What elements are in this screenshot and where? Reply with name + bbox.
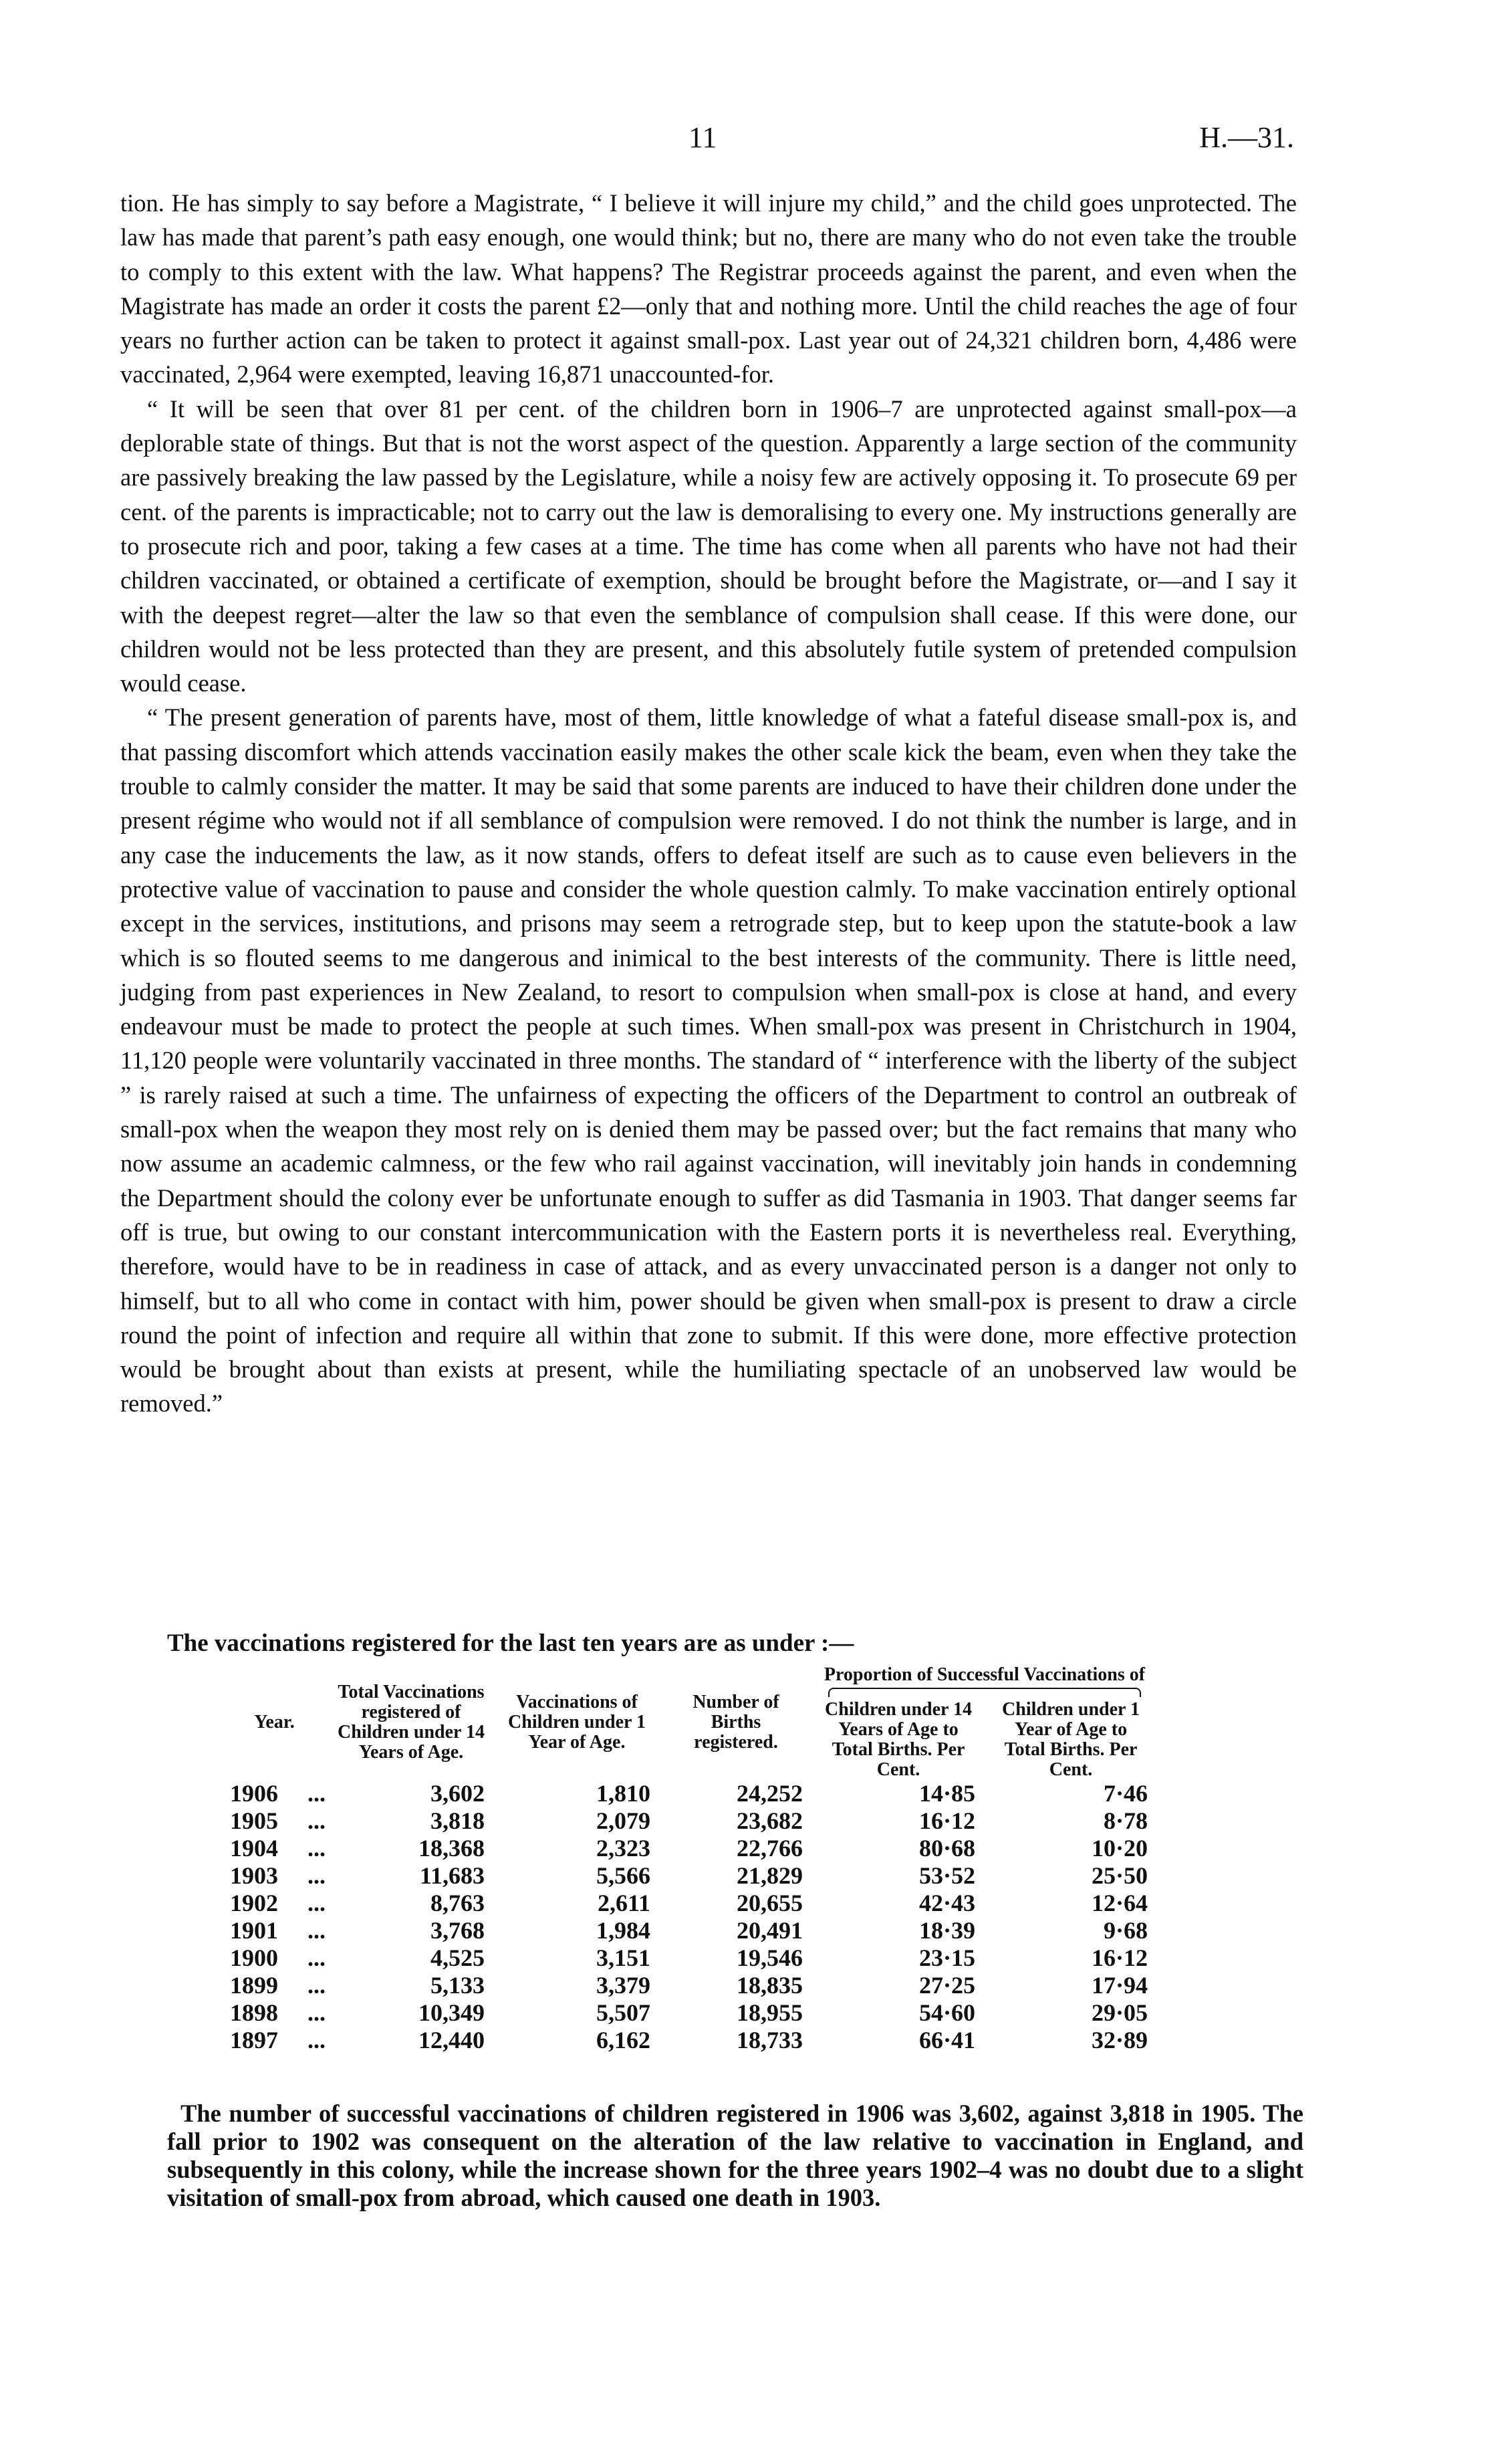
- cell-total: 4,525: [430, 1944, 485, 1971]
- cell-year: 1899: [230, 1972, 278, 1999]
- leader-dots: ...: [307, 1862, 326, 1889]
- header-pct1: Children under 1 Year of Age to Total Births. Per Cent.: [1002, 1699, 1140, 1780]
- cell-pct14: 54·60: [918, 1999, 975, 2026]
- header-year: Year.: [254, 1712, 295, 1732]
- table-row: [221, 1807, 1157, 1835]
- document-reference: H.—31.: [1199, 121, 1294, 154]
- cell-under1: 2,611: [597, 1890, 650, 1916]
- table-row: [221, 2027, 1157, 2054]
- cell-births: 18,733: [737, 2027, 803, 2053]
- cell-pct14: 66·41: [918, 2027, 975, 2053]
- cell-year: 1906: [230, 1780, 278, 1807]
- cell-year: 1898: [230, 1999, 278, 2026]
- cell-total: 3,602: [430, 1780, 485, 1807]
- cell-total: 5,133: [430, 1972, 485, 1999]
- cell-pct14: 14·85: [918, 1780, 975, 1807]
- header-births: Number of Births registered.: [693, 1692, 779, 1753]
- paragraph: “ The present generation of parents have, most of them, little knowledge of what a fateful disease small-pox is, and that passing discomfort which attends vaccination easily makes the other scale kick the beam, even when they take the trouble to calmly consider the matter. It may be said that some parents are induced to have their children done under the present régime who would not if all semblance of compulsion were removed. I do not think the number is large, and in any case the inducements the law, as it now stands, offers to defeat itself are such as to cause even believers in the protective value of vaccination to pause and consider the whole question calmly. To make vaccination entirely optional except in the services, institutions, and prisons may seem a retrograde step, but to keep upon the statute-book a law which is so flouted seems to me dangerous and inimical to the best interests of the community. There is little need, judging from past experiences in New Zealand, to resort to compulsion when small-pox is close at hand, and every endeavour must be made to protect the people at such times. When small-pox was present in Christchurch in 1904, 11,120 people were voluntarily vaccinated in three months. The standard of “ interference with the liberty of the subject ” is rarely raised at such a time. The unfairness of expecting the officers of the Department to control an outbreak of small-pox when the weapon they most rely on is denied them may be passed over; but the fact remains that many who now assume an academic calmness, or the few who rail against vaccination, will inevitably join hands in condemning the Department should the colony ever be unfortunate enough to suffer as did Tasmania in 1903. That danger seems far off is true, but owing to our constant intercommunication with the Eastern ports it is nevertheless real. Everything, therefore, would have to be in readiness in case of attack, and as every unvaccinated person is a danger not only to himself, but to all who come in contact with him, power should be given when small-pox is present to draw a circle round the point of infection and require all within that zone to submit. If this were done, more effective protection would be brought about than exists at present, while the humiliating spectacle of an unobserved law would be removed.”: [120, 703, 1297, 1418]
- cell-pct1: 17·94: [1091, 1972, 1148, 1999]
- cell-births: 20,655: [737, 1890, 803, 1916]
- leader-dots: ...: [307, 2027, 326, 2053]
- cell-pct1: 9·68: [1103, 1917, 1148, 1944]
- cell-pct1: 16·12: [1091, 1944, 1148, 1971]
- page-number: 11: [688, 121, 717, 154]
- closing-text: The number of successful vaccinations of children registered in 1906 was 3,602, against 3,818 in 1905. The fall prior to 1902 was consequent on the alteration of the law relative to vaccination in England, and subsequently in this colony, while the increase shown for the three years 1902–4 was no doubt due to a slight visitation of small-pox from abroad, which caused one death in 1903.: [167, 2100, 1303, 2211]
- cell-under1: 5,566: [596, 1862, 650, 1889]
- cell-pct1: 29·05: [1091, 1999, 1148, 2026]
- table-row: [221, 1999, 1157, 2027]
- cell-total: 8,763: [430, 1890, 485, 1916]
- paragraph: “ It will be seen that over 81 per cent. of the children born in 1906–7 are unprotected against small-pox—a deplorable state of things. But that is not the worst aspect of the question. Apparently a large section of the community are passively breaking the law passed by the Legislature, while a noisy few are actively opposing it. To prosecute 69 per cent. of the parents is impracticable; not to carry out the law is demoralising to every one. My instructions generally are to prosecute rich and poor, taking a few cases at a time. The time has come when all parents who have not had their children vaccinated, or obtained a certificate of exemption, should be brought before the Magistrate, or—and I say it with the deepest regret—alter the law so that even the semblance of compulsion shall cease. If this were done, our children would not be less protected than they are present, and this absolutely futile system of pretended compulsion would cease.: [120, 395, 1297, 697]
- vaccinations-table: [221, 1665, 1157, 2054]
- cell-under1: 2,323: [596, 1835, 650, 1862]
- leader-dots: ...: [307, 1917, 326, 1944]
- cell-births: 24,252: [737, 1780, 803, 1807]
- cell-under1: 1,810: [596, 1780, 650, 1807]
- cell-births: 19,546: [737, 1944, 803, 1971]
- header-pct14: Children under 14 Years of Age to Total Births. Per Cent.: [825, 1699, 972, 1780]
- cell-births: 22,766: [737, 1835, 803, 1862]
- cell-pct1: 12·64: [1091, 1890, 1148, 1916]
- leader-dots: ...: [307, 1972, 326, 1999]
- cell-pct14: 27·25: [918, 1972, 975, 1999]
- cell-pct14: 16·12: [918, 1807, 975, 1834]
- cell-pct14: 53·52: [918, 1862, 975, 1889]
- cell-births: 23,682: [737, 1807, 803, 1834]
- cell-under1: 2,079: [596, 1807, 650, 1834]
- leader-dots: ...: [307, 1890, 326, 1916]
- cell-total: 3,818: [430, 1807, 485, 1834]
- cell-under1: 5,507: [596, 1999, 650, 2026]
- cell-total: 12,440: [418, 2027, 485, 2053]
- header-proportion: [812, 1665, 1157, 1700]
- cell-births: 18,955: [737, 1999, 803, 2026]
- cell-year: 1900: [230, 1944, 278, 1971]
- cell-pct14: 23·15: [918, 1944, 975, 1971]
- body-text: [120, 186, 1297, 1421]
- cell-year: 1897: [230, 2027, 278, 2053]
- proportion-label: Proportion of Successful Vaccinations of: [824, 1664, 1146, 1685]
- cell-under1: 3,379: [596, 1972, 650, 1999]
- table-row: [221, 1890, 1157, 1917]
- cell-year: 1902: [230, 1890, 278, 1916]
- cell-pct1: 8·78: [1103, 1807, 1148, 1834]
- cell-under1: 1,984: [596, 1917, 650, 1944]
- table-row: [221, 1835, 1157, 1862]
- leader-dots: ...: [307, 1835, 326, 1862]
- cell-year: 1905: [230, 1807, 278, 1834]
- cell-pct14: 80·68: [918, 1835, 975, 1862]
- leader-dots: ...: [307, 1780, 326, 1807]
- cell-year: 1901: [230, 1917, 278, 1944]
- table-row: [221, 1972, 1157, 1999]
- cell-pct14: 42·43: [918, 1890, 975, 1916]
- cell-total: 18,368: [418, 1835, 485, 1862]
- cell-pct1: 10·20: [1091, 1835, 1148, 1862]
- leader-dots: ...: [307, 1944, 326, 1971]
- table-row: [221, 1944, 1157, 1972]
- closing-paragraph: [167, 2100, 1303, 2212]
- table-row: [221, 1917, 1157, 1944]
- table-row: [221, 1862, 1157, 1890]
- cell-pct1: 25·50: [1091, 1862, 1148, 1889]
- cell-year: 1903: [230, 1862, 278, 1889]
- table-intro: The vaccinations registered for the last ten years are as under :—: [167, 1630, 854, 1657]
- cell-births: 21,829: [737, 1862, 803, 1889]
- cell-under1: 6,162: [596, 2027, 650, 2053]
- cell-pct1: 32·89: [1091, 2027, 1148, 2053]
- header-total: Total Vaccinations registered of Children under 14 Years of Age.: [338, 1682, 485, 1763]
- cell-pct1: 7·46: [1103, 1780, 1148, 1807]
- cell-total: 10,349: [418, 1999, 485, 2026]
- cell-births: 20,491: [737, 1917, 803, 1944]
- brace: [828, 1688, 1141, 1697]
- cell-pct14: 18·39: [918, 1917, 975, 1944]
- paragraph: tion. He has simply to say before a Magistrate, “ I believe it will injure my child,” and the child goes unprotected. The law has made that parent’s path easy enough, one would think; but no, there are many who do not even take the trouble to comply to this extent with the law. What happens? The Registrar proceeds against the parent, and even when the Magistrate has made an order it costs the parent £2—only that and nothing more. Until the child reaches the age of four years no further action can be taken to protect it against small-pox. Last year out of 24,321 children born, 4,486 were vaccinated, 2,964 were exempted, leaving 16,871 unaccounted-for.: [120, 189, 1297, 388]
- cell-year: 1904: [230, 1835, 278, 1862]
- cell-births: 18,835: [737, 1972, 803, 1999]
- cell-total: 11,683: [419, 1862, 485, 1889]
- header-under1: Vaccinations of Children under 1 Year of Age.: [508, 1692, 646, 1753]
- leader-dots: ...: [307, 1807, 326, 1834]
- cell-total: 3,768: [430, 1917, 485, 1944]
- page-header: [0, 120, 1508, 160]
- leader-dots: ...: [307, 1999, 326, 2026]
- cell-under1: 3,151: [596, 1944, 650, 1971]
- table-row: [221, 1780, 1157, 1807]
